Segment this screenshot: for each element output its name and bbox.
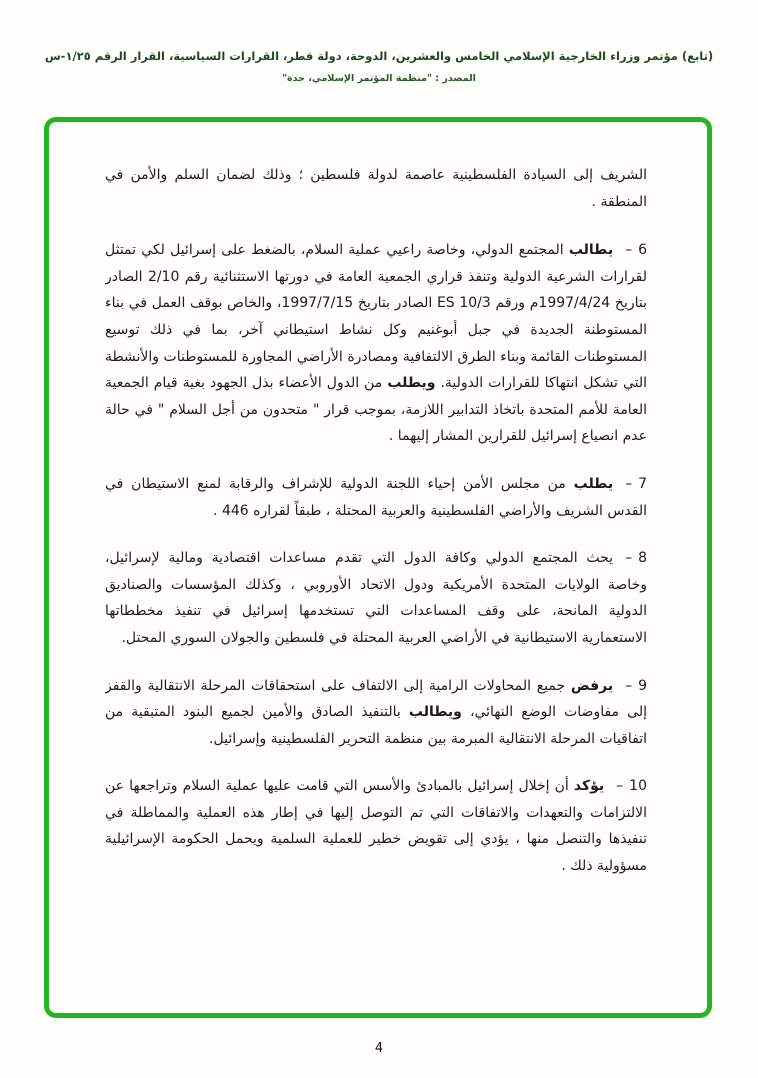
clause-marker bbox=[623, 476, 647, 492]
resolution-clause-8 bbox=[105, 545, 647, 651]
resolution-clause-9 bbox=[105, 673, 647, 753]
clause-dash: – bbox=[625, 550, 633, 567]
clause-marker bbox=[623, 550, 647, 566]
continuation-paragraph: الشريف إلى السيادة الفلسطينية عاصمة لدولة فلسطين ؛ وذلك لضمان السلم والأمن في المنطقة . bbox=[105, 167, 647, 210]
clause-marker bbox=[614, 778, 647, 794]
resolution-clause-10 bbox=[105, 773, 647, 879]
clause-number: 8 bbox=[638, 550, 647, 567]
document-source-line: المصدر : "منظمة المؤتمر الإسلامي، جدة" bbox=[282, 73, 476, 85]
clause-dash: – bbox=[625, 677, 633, 694]
resolution-clause-7 bbox=[105, 471, 647, 524]
resolution-clause-6 bbox=[105, 237, 647, 450]
clause-dash: – bbox=[625, 475, 633, 492]
clause-lead-word: يرفض bbox=[570, 677, 614, 694]
document-header bbox=[40, 48, 718, 84]
clause-lead-word: يطالب bbox=[568, 242, 614, 259]
clause-dash: – bbox=[616, 778, 624, 795]
clause-number: 6 bbox=[638, 242, 647, 259]
clause-marker bbox=[623, 242, 647, 258]
clause-text-segment: أن إخلال إسرائيل بالمبادئ والأسس التي قامت عليها عملية السلام وتراجعها عن الالتزامات والتعهدات والاتفاقات التي تم التوصل إليها في إطار هذه العملية والمماطلة في تنفيذها والتنصل منها ، يؤدي إلى تقويض خطير للعملية السلمية ويحمل الحكومة الإسرائيلية مسؤولية ذلك . bbox=[105, 778, 647, 875]
resolution-body bbox=[105, 162, 647, 1001]
scanned-page-frame bbox=[44, 117, 712, 1018]
clause-text-segment: المجتمع الدولي وكافة الدول التي تقدم مساعدات اقتصادية ومالية لإسرائيل، وخاصة الولايات المتحدة الأمريكية ودول الاتحاد الأوروبي ، وكذلك المؤسسات والصناديق الدولية المانحة، على وقف المساعدات التي تستخدمها إسرائيل في تنفيذ مخططاتها الاستعمارية الاستيطانية في الأراضي العربية المحتلة في فلسطين والجولان السوري المحتل. bbox=[105, 550, 647, 646]
clause-number: 7 bbox=[638, 475, 647, 492]
clause-bold-word: ويطالب bbox=[408, 704, 462, 721]
clause-lead-word: يؤكد bbox=[573, 778, 605, 795]
clause-text-segment: بالتنفيذ الصادق والأمين لجميع البنود المتبقية من اتفاقيات المرحلة الانتقالية المبرمة بين منظمة التحرير الفلسطينية وإسرائيل. bbox=[105, 704, 647, 747]
clause-text-segment: المجتمع الدولي، وخاصة راعيي عملية السلام، بالضغط على إسرائيل لكي تمتثل لقرارات الشرعية الدولية وتنفذ قراري الجمعية العامة في دورتها الاستثنائية رقم 2/10 الصادر بتاريخ 1997/4/24م ورقم ES 10/3 الصادر بتاريخ 1997/7/15، والخاص بوقف العمل في بناء المستوطنة الجديدة في جبل أبوغنيم وكل نشاط استيطاني آخر، بما في ذلك توسيع المستوطنات القائمة وبناء الطرق الالتفافية ومصادرة الأراضي المجاورة للمستوطنات والأنشطة التي تشكل انتهاكا للقرارات الدولية. bbox=[105, 242, 647, 392]
clause-dash: – bbox=[625, 242, 633, 259]
clause-text-segment: من مجلس الأمن إحياء اللجنة الدولية للإشراف والرقابة لمنع الاستيطان في القدس الشريف والأراضي الفلسطينية والعربية المحتلة ، طبقاً لقراره 446 . bbox=[105, 475, 647, 519]
clause-text-segment: من الدول الأعضاء بذل الجهود بغية قيام الجمعية العامة للأمم المتحدة باتخاذ التدابير اللازمة، بموجب قرار " متحدون من أجل السلام " في حالة عدم انصياع إسرائيل للقرارين المشار إليهما . bbox=[105, 375, 647, 445]
clause-marker bbox=[623, 678, 647, 694]
clause-text-segment: جميع المحاولات الرامية إلى الالتفاف على استحقاقات المرحلة الانتقالية والقفز إلى مفاوضات الوضع النهائي، bbox=[105, 677, 647, 721]
clause-lead-word: يطلب bbox=[573, 475, 614, 492]
page-number: 4 bbox=[374, 1041, 384, 1056]
document-header-title: (تابع) مؤتمر وزراء الخارجية الإسلامي الخامس والعشرين، الدوحة، دولة قطر، القرارات السياسية، القرار الرقم ١/٢٥-س bbox=[44, 49, 714, 63]
clause-lead-word: يحث bbox=[586, 550, 614, 567]
clause-number: 9 bbox=[638, 677, 647, 694]
clause-number: 10 bbox=[629, 778, 647, 795]
clause-bold-word: ويطلب bbox=[387, 375, 436, 392]
